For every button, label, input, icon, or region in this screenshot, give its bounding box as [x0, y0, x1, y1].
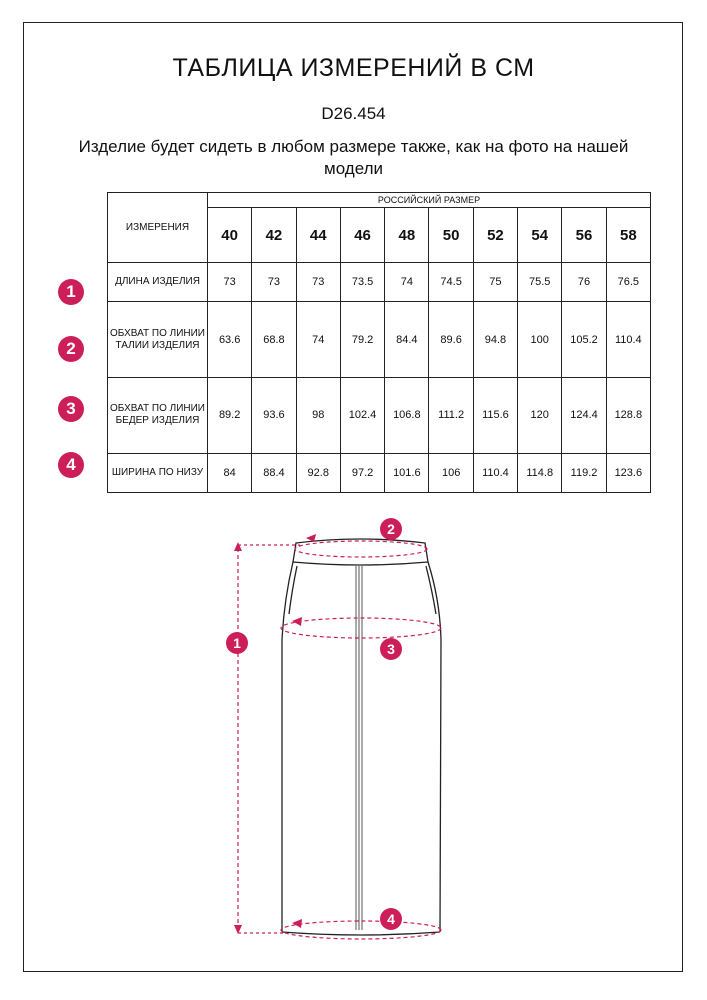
table-cell: 84.4 — [385, 302, 429, 378]
table-cell: 93.6 — [252, 377, 296, 453]
hip-ellipse — [281, 618, 441, 638]
table-cell: 114.8 — [518, 453, 562, 492]
table-cell: 111.2 — [429, 377, 473, 453]
russian-size-header: РОССИЙСКИЙ РАЗМЕР — [208, 193, 651, 208]
row-number-badge: 4 — [58, 452, 84, 478]
page-title: ТАБЛИЦА ИЗМЕРЕНИЙ В СМ — [172, 54, 535, 82]
arrow-hem — [292, 919, 302, 928]
marker-hips: 3 — [380, 638, 402, 660]
table-cell: 94.8 — [473, 302, 517, 378]
marker-waist: 2 — [380, 518, 402, 540]
table-cell: 98 — [296, 377, 340, 453]
size-header: 54 — [518, 208, 562, 263]
table-cell: 106.8 — [385, 377, 429, 453]
table-cell: 110.4 — [606, 302, 650, 378]
row-number-badge: 2 — [58, 336, 84, 362]
table-cell: 84 — [208, 453, 252, 492]
table-cell: 123.6 — [606, 453, 650, 492]
table-cell: 97.2 — [340, 453, 384, 492]
table-cell: 79.2 — [340, 302, 384, 378]
size-header: 44 — [296, 208, 340, 263]
table-cell: 105.2 — [562, 302, 606, 378]
marker-length: 1 — [226, 632, 248, 654]
row-label-waist: ОБХВАТ ПО ЛИНИИ ТАЛИИ ИЗДЕЛИЯ — [108, 302, 208, 378]
skirt-right-side — [428, 562, 441, 932]
table-cell: 75 — [473, 263, 517, 302]
size-header: 52 — [473, 208, 517, 263]
table-cell: 120 — [518, 377, 562, 453]
arrow-hip — [292, 617, 302, 626]
table-cell: 128.8 — [606, 377, 650, 453]
skirt-left-side — [282, 562, 293, 932]
measure-lines — [238, 541, 441, 939]
measure-arrows — [234, 534, 316, 934]
row-number-badge: 3 — [58, 396, 84, 422]
table-cell: 110.4 — [473, 453, 517, 492]
waist-ellipse — [295, 541, 427, 557]
row-label-hips: ОБХВАТ ПО ЛИНИИ БЕДЕР ИЗДЕЛИЯ — [108, 377, 208, 453]
table-cell: 119.2 — [562, 453, 606, 492]
table-cell: 76.5 — [606, 263, 650, 302]
table-cell: 106 — [429, 453, 473, 492]
table-cell: 73 — [296, 263, 340, 302]
table-cell: 115.6 — [473, 377, 517, 453]
article-code: D26.454 — [321, 104, 386, 123]
table-cell: 74 — [385, 263, 429, 302]
hem-ellipse — [281, 921, 441, 939]
table-cell: 74.5 — [429, 263, 473, 302]
table-cell: 101.6 — [385, 453, 429, 492]
table-cell: 73 — [252, 263, 296, 302]
measurements-header: ИЗМЕРЕНИЯ — [108, 193, 208, 263]
table-cell: 102.4 — [340, 377, 384, 453]
table-cell: 89.2 — [208, 377, 252, 453]
marker-hem: 4 — [380, 908, 402, 930]
skirt-hem — [282, 932, 440, 935]
row-label-hem-width: ШИРИНА ПО НИЗУ — [108, 453, 208, 492]
table-cell: 92.8 — [296, 453, 340, 492]
table-cell: 88.4 — [252, 453, 296, 492]
fit-note: Изделие будет сидеть в любом размере также, как на фото на нашей модели — [78, 137, 629, 178]
table-cell: 63.6 — [208, 302, 252, 378]
arrow-up — [234, 542, 242, 551]
table-cell: 68.8 — [252, 302, 296, 378]
size-header: 46 — [340, 208, 384, 263]
size-header: 48 — [385, 208, 429, 263]
center-seam — [356, 566, 362, 930]
table-cell: 74 — [296, 302, 340, 378]
table-cell: 100 — [518, 302, 562, 378]
table-cell: 89.6 — [429, 302, 473, 378]
size-header: 56 — [562, 208, 606, 263]
size-header: 40 — [208, 208, 252, 263]
table-cell: 73 — [208, 263, 252, 302]
size-header: 58 — [606, 208, 650, 263]
row-number-badge: 1 — [58, 279, 84, 305]
table-cell: 76 — [562, 263, 606, 302]
size-header: 42 — [252, 208, 296, 263]
table-cell: 75.5 — [518, 263, 562, 302]
table-cell: 124.4 — [562, 377, 606, 453]
row-label-length: ДЛИНА ИЗДЕЛИЯ — [108, 263, 208, 302]
table-cell: 73.5 — [340, 263, 384, 302]
size-header: 50 — [429, 208, 473, 263]
